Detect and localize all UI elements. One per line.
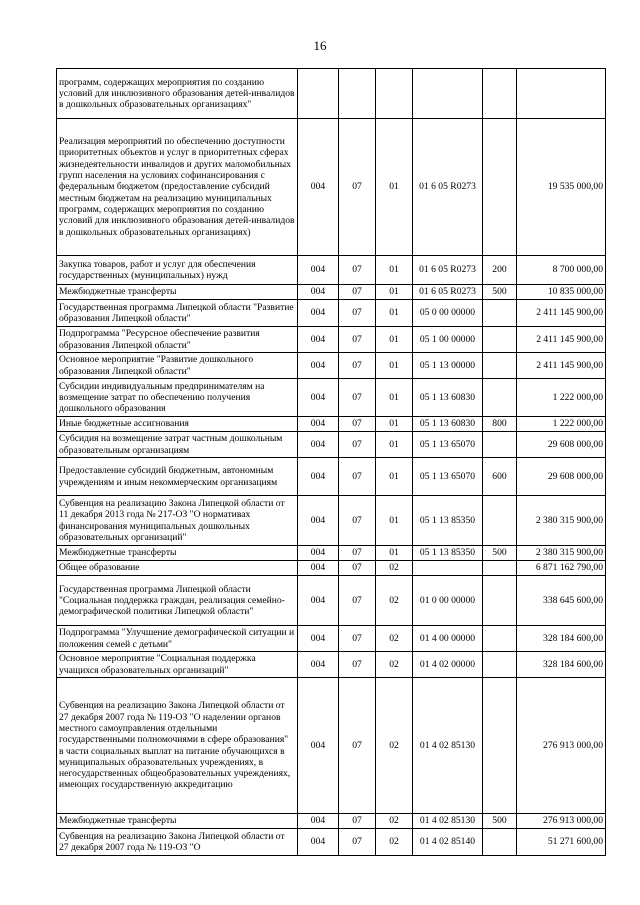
row-ministry-code: 004 — [298, 546, 339, 561]
row-amount — [517, 69, 606, 119]
row-amount: 2 380 315 900,00 — [517, 546, 606, 561]
row-subsection-code: 01 — [376, 496, 413, 546]
table-row — [57, 300, 606, 327]
row-section-code: 07 — [339, 327, 376, 353]
row-ministry-code: 004 — [298, 300, 339, 327]
table-row — [57, 353, 606, 379]
row-amount: 328 184 600,00 — [517, 626, 606, 652]
table-row — [57, 814, 606, 829]
row-subsection-code: 01 — [376, 119, 413, 256]
row-name: Государственная программа Липецкой области "Развитие образования Липецкой области" — [57, 300, 298, 327]
row-amount: 2 411 145 900,00 — [517, 300, 606, 327]
row-amount: 1 222 000,00 — [517, 417, 606, 432]
row-section-code: 07 — [339, 379, 376, 417]
row-amount: 29 608 000,00 — [517, 458, 606, 496]
row-section-code: 07 — [339, 496, 376, 546]
row-subsection-code: 01 — [376, 546, 413, 561]
row-section-code: 07 — [339, 546, 376, 561]
row-target-code: 05 1 13 60830 — [413, 417, 483, 432]
row-ministry-code: 004 — [298, 327, 339, 353]
row-target-code: 01 4 00 00000 — [413, 626, 483, 652]
row-section-code: 07 — [339, 353, 376, 379]
row-subsection-code: 01 — [376, 379, 413, 417]
row-name: Основное мероприятие "Социальная поддержка учащихся образовательных организаций" — [57, 652, 298, 678]
row-target-code — [413, 561, 483, 576]
row-expense-type — [483, 678, 517, 814]
row-target-code: 01 4 02 85130 — [413, 814, 483, 829]
table-row — [57, 119, 606, 256]
row-ministry-code: 004 — [298, 432, 339, 458]
row-name: Закупка товаров, работ и услуг для обеспечения государственных (муниципальных) нужд — [57, 256, 298, 285]
row-name: Субвенция на реализацию Закона Липецкой области от 11 декабря 2013 года № 217-ОЗ "О нормативах финансирования муниципальных дошкольных образовательных организаций" — [57, 496, 298, 546]
row-target-code — [413, 69, 483, 119]
row-name: Подпрограмма "Ресурсное обеспечение развития образования Липецкой области" — [57, 327, 298, 353]
row-name: Предоставление субсидий бюджетным, автономным учреждениям и иным некоммерческим организациям — [57, 458, 298, 496]
row-subsection-code: 02 — [376, 829, 413, 856]
row-name: Межбюджетные трансферты — [57, 546, 298, 561]
table-row — [57, 561, 606, 576]
row-subsection-code: 01 — [376, 327, 413, 353]
row-name: Основное мероприятие "Развитие дошкольного образования Липецкой области" — [57, 353, 298, 379]
table-row — [57, 829, 606, 856]
row-name: Иные бюджетные ассигнования — [57, 417, 298, 432]
row-expense-type: 500 — [483, 814, 517, 829]
table-row — [57, 285, 606, 300]
table-row — [57, 417, 606, 432]
row-ministry-code: 004 — [298, 496, 339, 546]
row-ministry-code: 004 — [298, 626, 339, 652]
row-ministry-code: 004 — [298, 561, 339, 576]
table-row — [57, 256, 606, 285]
row-ministry-code: 004 — [298, 678, 339, 814]
row-expense-type — [483, 327, 517, 353]
row-amount: 2 380 315 900,00 — [517, 496, 606, 546]
row-section-code: 07 — [339, 256, 376, 285]
row-subsection-code: 01 — [376, 458, 413, 496]
table-row — [57, 379, 606, 417]
row-name: Общее образование — [57, 561, 298, 576]
row-name: Государственная программа Липецкой области "Социальная поддержка граждан, реализация семейно-демографической политики Липецкой области" — [57, 576, 298, 626]
row-ministry-code: 004 — [298, 379, 339, 417]
row-amount: 2 411 145 900,00 — [517, 327, 606, 353]
row-ministry-code: 004 — [298, 119, 339, 256]
row-subsection-code: 02 — [376, 652, 413, 678]
table-row — [57, 626, 606, 652]
row-target-code: 05 1 13 85350 — [413, 546, 483, 561]
row-ministry-code: 004 — [298, 353, 339, 379]
row-expense-type — [483, 652, 517, 678]
row-expense-type — [483, 119, 517, 256]
row-section-code: 07 — [339, 119, 376, 256]
row-amount: 6 871 162 790,00 — [517, 561, 606, 576]
row-expense-type — [483, 626, 517, 652]
table-row — [57, 432, 606, 458]
row-subsection-code: 01 — [376, 417, 413, 432]
row-ministry-code: 004 — [298, 285, 339, 300]
row-subsection-code: 02 — [376, 576, 413, 626]
row-name: Межбюджетные трансферты — [57, 285, 298, 300]
row-ministry-code: 004 — [298, 458, 339, 496]
row-expense-type — [483, 496, 517, 546]
row-section-code: 07 — [339, 626, 376, 652]
row-name: Субвенция на реализацию Закона Липецкой области от 27 декабря 2007 года № 119-ОЗ "О — [57, 829, 298, 856]
row-target-code: 05 1 13 65070 — [413, 432, 483, 458]
row-section-code — [339, 69, 376, 119]
row-subsection-code: 01 — [376, 285, 413, 300]
row-target-code: 01 4 02 00000 — [413, 652, 483, 678]
row-expense-type — [483, 829, 517, 856]
row-ministry-code: 004 — [298, 256, 339, 285]
row-subsection-code: 02 — [376, 561, 413, 576]
table-row — [57, 652, 606, 678]
row-expense-type — [483, 379, 517, 417]
row-target-code: 05 0 00 00000 — [413, 300, 483, 327]
row-target-code: 01 0 00 00000 — [413, 576, 483, 626]
row-section-code: 07 — [339, 458, 376, 496]
row-amount: 2 411 145 900,00 — [517, 353, 606, 379]
row-target-code: 01 6 05 R0273 — [413, 119, 483, 256]
row-ministry-code: 004 — [298, 814, 339, 829]
row-target-code: 05 1 13 60830 — [413, 379, 483, 417]
row-expense-type — [483, 353, 517, 379]
row-amount: 276 913 000,00 — [517, 678, 606, 814]
row-target-code: 01 4 02 85130 — [413, 678, 483, 814]
row-ministry-code: 004 — [298, 829, 339, 856]
row-amount: 338 645 600,00 — [517, 576, 606, 626]
row-expense-type — [483, 300, 517, 327]
row-name: Субсидии индивидуальным предпринимателям на возмещение затрат по обеспечению получения дошкольного образования — [57, 379, 298, 417]
row-subsection-code — [376, 69, 413, 119]
row-expense-type: 500 — [483, 546, 517, 561]
row-name: программ, содержащих мероприятия по созданию условий для инклюзивного образования детей-инвалидов в дошкольных образовательных организациях" — [57, 69, 298, 119]
row-expense-type: 800 — [483, 417, 517, 432]
row-section-code: 07 — [339, 814, 376, 829]
row-amount: 328 184 600,00 — [517, 652, 606, 678]
table-row — [57, 69, 606, 119]
row-section-code: 07 — [339, 652, 376, 678]
row-section-code: 07 — [339, 300, 376, 327]
row-section-code: 07 — [339, 285, 376, 300]
row-amount: 276 913 000,00 — [517, 814, 606, 829]
table-row — [57, 496, 606, 546]
row-amount: 10 835 000,00 — [517, 285, 606, 300]
row-target-code: 05 1 13 00000 — [413, 353, 483, 379]
row-subsection-code: 02 — [376, 678, 413, 814]
row-name: Субвенция на реализацию Закона Липецкой области от 27 декабря 2007 года № 119-ОЗ "О наделении органов местного самоуправления отдельными государственными полномочиями в сфере образования" в части социальных выплат на питание обучающихся в муниципальных образовательных учреждениях, в негосударственных общеобразовательных учреждениях, имеющих государственную аккредитацию — [57, 678, 298, 814]
row-expense-type — [483, 576, 517, 626]
row-expense-type: 200 — [483, 256, 517, 285]
row-target-code: 01 6 05 R0273 — [413, 285, 483, 300]
row-amount: 19 535 000,00 — [517, 119, 606, 256]
row-ministry-code: 004 — [298, 576, 339, 626]
table-row — [57, 327, 606, 353]
row-target-code: 01 6 05 R0273 — [413, 256, 483, 285]
table-row — [57, 546, 606, 561]
row-name: Реализация мероприятий по обеспечению доступности приоритетных объектов и услуг в приоритетных сферах жизнедеятельности инвалидов и других маломобильных групп населения на условиях софинансирования с федеральным бюджетом (предоставление субсидий местным бюджетам на реализацию муниципальных программ, содержащих мероприятия по созданию условий для инклюзивного образования детей-инвалидов в дошкольных образовательных организациях) — [57, 119, 298, 256]
row-ministry-code: 004 — [298, 652, 339, 678]
row-section-code: 07 — [339, 678, 376, 814]
row-amount: 1 222 000,00 — [517, 379, 606, 417]
table-row — [57, 678, 606, 814]
page-number: 16 — [313, 38, 327, 53]
row-subsection-code: 02 — [376, 814, 413, 829]
row-ministry-code — [298, 69, 339, 119]
row-section-code: 07 — [339, 829, 376, 856]
row-target-code: 05 1 00 00000 — [413, 327, 483, 353]
row-section-code: 07 — [339, 417, 376, 432]
row-subsection-code: 01 — [376, 300, 413, 327]
table-row — [57, 576, 606, 626]
row-target-code: 01 4 02 85140 — [413, 829, 483, 856]
row-section-code: 07 — [339, 561, 376, 576]
row-target-code: 05 1 13 85350 — [413, 496, 483, 546]
row-amount: 51 271 600,00 — [517, 829, 606, 856]
row-subsection-code: 01 — [376, 256, 413, 285]
row-name: Межбюджетные трансферты — [57, 814, 298, 829]
row-subsection-code: 02 — [376, 626, 413, 652]
row-subsection-code: 01 — [376, 432, 413, 458]
row-section-code: 07 — [339, 576, 376, 626]
row-amount: 8 700 000,00 — [517, 256, 606, 285]
row-name: Подпрограмма "Улучшение демографической ситуации и положения семей с детьми" — [57, 626, 298, 652]
row-expense-type — [483, 432, 517, 458]
row-amount: 29 608 000,00 — [517, 432, 606, 458]
row-target-code: 05 1 13 65070 — [413, 458, 483, 496]
row-subsection-code: 01 — [376, 353, 413, 379]
row-name: Субсидия на возмещение затрат частным дошкольным образовательным организациям — [57, 432, 298, 458]
row-expense-type — [483, 69, 517, 119]
row-expense-type — [483, 561, 517, 576]
row-section-code: 07 — [339, 432, 376, 458]
table-row — [57, 458, 606, 496]
budget-table — [56, 68, 606, 856]
row-expense-type: 600 — [483, 458, 517, 496]
row-expense-type: 500 — [483, 285, 517, 300]
row-ministry-code: 004 — [298, 417, 339, 432]
